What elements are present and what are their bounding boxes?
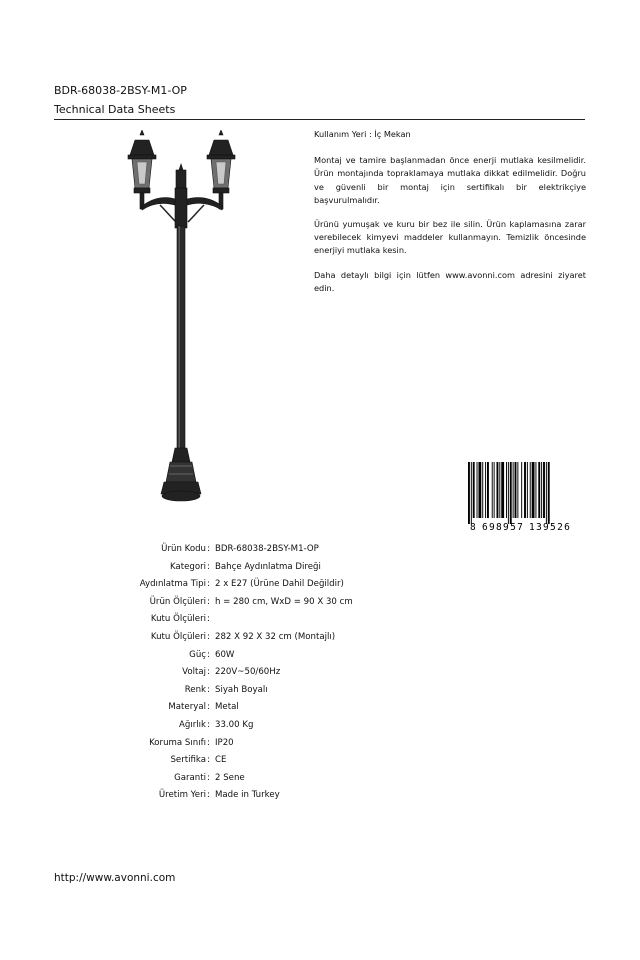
barcode-bar — [517, 462, 518, 518]
barcode — [466, 462, 584, 532]
spec-separator: : — [207, 667, 210, 678]
spec-separator: : — [207, 737, 210, 748]
spec-row — [0, 685, 640, 697]
barcode-bar — [515, 462, 517, 518]
barcode-bar — [501, 462, 504, 518]
spec-separator: : — [207, 632, 210, 642]
spec-label: Voltaj — [182, 667, 206, 678]
barcode-bar — [487, 462, 489, 518]
barcode-bar — [541, 462, 542, 518]
usage-location: Kullanım Yeri : İç Mekan — [314, 129, 411, 139]
spec-row — [0, 667, 640, 679]
barcode-bar — [506, 462, 507, 518]
barcode-bar — [497, 462, 499, 518]
spec-separator: : — [207, 649, 210, 660]
spec-separator: : — [207, 561, 210, 572]
document-subtitle: Technical Data Sheets — [54, 103, 176, 116]
barcode-bar — [548, 462, 550, 524]
barcode-bar — [471, 462, 472, 524]
barcode-first-digit: 8 — [470, 522, 476, 532]
barcode-bar — [524, 462, 526, 518]
spec-label: Üretim Yeri — [158, 790, 206, 801]
spec-value: 282 X 92 X 32 cm (Montajlı) — [215, 632, 336, 642]
spec-value: BDR-68038-2BSY-M1-OP — [215, 544, 319, 554]
spec-row — [0, 562, 640, 574]
spec-value: CE — [215, 755, 227, 766]
spec-label: Koruma Sınıfı — [149, 737, 206, 748]
spec-row — [0, 790, 640, 802]
barcode-bar — [510, 462, 512, 524]
header-divider — [54, 119, 585, 120]
spec-label: Garanti — [174, 772, 206, 783]
barcode-bar — [527, 462, 528, 518]
spec-row — [0, 632, 640, 644]
barcode-bar — [468, 462, 470, 524]
barcode-bar — [543, 462, 545, 518]
barcode-right-digits: 139526 — [529, 522, 572, 532]
spec-row — [0, 755, 640, 767]
spec-label: Ürün Ölçüleri — [149, 596, 206, 607]
spec-value: Made in Turkey — [215, 790, 280, 801]
spec-row — [0, 650, 640, 662]
spec-row — [0, 773, 640, 785]
spec-row — [0, 720, 640, 732]
barcode-bar — [535, 462, 536, 518]
spec-label: Renk — [184, 684, 206, 695]
barcode-bar — [521, 462, 522, 518]
spec-value: IP20 — [215, 737, 234, 748]
spec-value: 2 x E27 (Ürüne Dahil Değildir) — [215, 579, 344, 590]
spec-separator: : — [207, 720, 210, 730]
spec-value: 60W — [215, 649, 235, 660]
more-info-text: Daha detaylı bilgi için lütfen www.avonni.com adresini ziyaret edin. — [314, 269, 586, 293]
spec-separator: : — [207, 684, 210, 695]
barcode-bar — [485, 462, 486, 518]
spec-value: 220V~50/60Hz — [215, 667, 281, 678]
usage-notes — [314, 128, 586, 306]
barcode-bar — [538, 462, 540, 518]
barcode-bar — [532, 462, 535, 518]
product-image — [120, 130, 245, 510]
barcode-bar — [546, 462, 547, 524]
barcode-bar — [492, 462, 493, 518]
spec-value: Bahçe Aydınlatma Direği — [215, 561, 321, 572]
spec-label: Ürün Kodu — [161, 544, 206, 554]
spec-value: 2 Sene — [215, 772, 245, 783]
spec-separator: : — [207, 772, 210, 783]
spec-label: Güç — [189, 649, 206, 660]
barcode-bar — [482, 462, 483, 518]
barcode-bar — [530, 462, 531, 518]
spec-row — [0, 579, 640, 591]
spec-value: h = 280 cm, WxD = 90 X 30 cm — [215, 596, 353, 607]
cleaning-instructions: Ürünü yumuşak ve kuru bir bez ile silin. Ürün kaplamasına zarar verebilecek kimyevi maddeler kullanmayın. Temizlik öncesinde enerjiyi mutlaka kesin. — [314, 219, 586, 256]
spec-label: Kutu Ölçüleri — [150, 614, 206, 625]
spec-label: Kategori — [169, 561, 206, 572]
spec-separator: : — [207, 596, 210, 607]
product-code-heading: BDR-68038-2BSY-M1-OP — [54, 84, 187, 97]
barcode-bar — [508, 462, 509, 524]
spec-row — [0, 544, 640, 556]
spec-row — [0, 738, 640, 750]
spec-label: Materyal — [168, 702, 206, 713]
spec-label: Sertifika — [170, 755, 206, 766]
installation-warning: Montaj ve tamire başlanmadan önce enerji mutlaka kesilmelidir. Ürün montajında topraklamaya mutlaka dikkat edilmelidir. Doğru ve güvenli bir montaj için sertifikalı bir elektrikçiye başvurulmalıdır. — [314, 155, 586, 205]
spec-separator: : — [207, 755, 210, 766]
spec-value: Metal — [215, 702, 239, 713]
barcode-bar — [494, 462, 495, 518]
spec-separator: : — [207, 614, 210, 625]
spec-separator: : — [207, 790, 210, 801]
barcode-bar — [499, 462, 500, 518]
spec-separator: : — [207, 579, 210, 590]
footer-website-url: http://www.avonni.com — [54, 872, 176, 884]
spec-label: Kutu Ölçüleri — [150, 632, 206, 642]
spec-value: Siyah Boyalı — [215, 684, 268, 695]
barcode-bar — [477, 462, 478, 518]
barcode-bar — [513, 462, 514, 518]
barcode-bar — [473, 462, 475, 518]
spec-value: 33.00 Kg — [215, 720, 254, 730]
barcode-bar — [478, 462, 481, 518]
spec-row — [0, 702, 640, 714]
spec-separator: : — [207, 544, 210, 554]
spec-label: Ağırlık — [178, 720, 206, 730]
spec-row — [0, 614, 640, 626]
spec-separator: : — [207, 702, 210, 713]
barcode-left-digits: 698957 — [482, 522, 525, 532]
spec-row — [0, 597, 640, 609]
spec-label: Aydınlatma Tipi — [139, 579, 206, 590]
